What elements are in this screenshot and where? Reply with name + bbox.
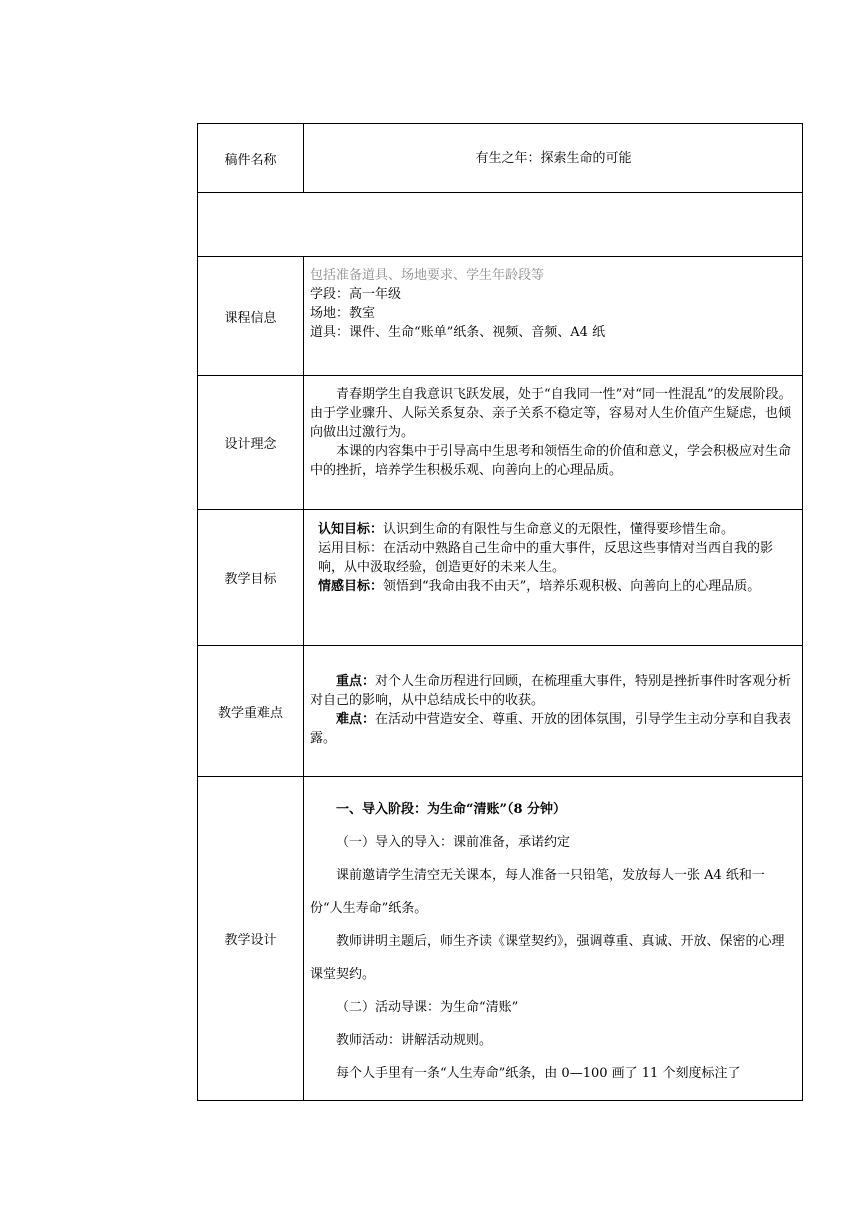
course-info-line: 场地：教室 [310, 306, 376, 321]
goal-cognitive [318, 520, 797, 539]
concept-paragraph: 青春期学生自我意识飞跃发展，处于“自我同一性”对“同一性混乱”的发展阶段。由于学业骤升、人际关系复杂、亲子关系不稳定等，容易对人生价值产生疑虑，也倾向做出过激行为。 [310, 387, 792, 440]
difficult-point-text: 在活动中营造安全、尊重、开放的团体氛围，引导学生主动分享和自我表露。 [310, 712, 792, 746]
key-points-content [304, 646, 802, 776]
empty-row [198, 193, 802, 257]
goal-emotional [318, 577, 797, 596]
key-point-head: 重点： [336, 674, 376, 689]
empty-cell [198, 193, 802, 256]
goal-cognitive-text: 认识到生命的有限性与生命意义的无限性，懂得要珍惜生命。 [383, 522, 735, 537]
course-info-row [198, 257, 802, 376]
course-info-hint: 包括准备道具、场地要求、学生年龄段等 [310, 268, 545, 283]
teaching-goals-label: 教学目标 [198, 510, 304, 645]
difficult-point-head: 难点： [336, 712, 376, 727]
course-info-content [304, 257, 802, 375]
design-concept-content [304, 376, 802, 509]
design-subheading: （一）导入的导入：课前准备，承诺约定 [336, 835, 571, 850]
course-info-label: 课程信息 [198, 257, 304, 375]
design-heading: 一、导入阶段：为生命“清账”（8 分钟） [336, 802, 567, 817]
teaching-design-row [198, 777, 802, 1100]
goal-emotional-head: 情感目标： [318, 579, 384, 594]
design-concept-row [198, 376, 802, 510]
concept-paragraph: 本课的内容集中于引导高中生思考和领悟生命的价值和意义，学会积极应对生命中的挫折，培养学生积极乐观、向善向上的心理品质。 [310, 444, 792, 478]
design-concept-label: 设计理念 [198, 376, 304, 509]
teaching-goals-content [304, 510, 802, 645]
design-subheading: （二）活动导课：为生命“清账” [336, 1000, 519, 1015]
course-info-line: 学段：高一年级 [310, 287, 402, 302]
design-paragraph: 教师讲明主题后，师生齐读《课堂契约》，强调尊重、真诚、开放、保密的心理课堂契约。 [310, 934, 785, 982]
goal-application: 运用目标：在活动中熟路自己生命中的重大事件，反思这些事情对当西自我的影响，从中汲取经验，创造更好的未来人生。 [318, 541, 774, 575]
title-label: 稿件名称 [198, 124, 304, 192]
goal-cognitive-head: 认知目标： [318, 522, 384, 537]
design-paragraph: 课前邀请学生清空无关课本，每人准备一只铅笔，发放每人一张 A4 纸和一份“人生寿命”纸条。 [310, 868, 765, 916]
teaching-design-content [304, 777, 802, 1100]
goal-emotional-text: 领悟到“我命由我不由天”，培养乐观积极、向善向上的心理品质。 [383, 579, 761, 594]
lesson-plan-table [197, 123, 803, 1101]
teaching-goals-row [198, 510, 802, 646]
key-point-text: 对个人生命历程进行回顾，在梳理重大事件，特别是挫折事件时客观分析对自己的影响，从中总结成长中的收获。 [310, 674, 792, 708]
key-points-row [198, 646, 802, 777]
design-paragraph: 教师活动：讲解活动规则。 [336, 1033, 493, 1048]
design-paragraph: 每个人手里有一条“人生寿命”纸条，由 0—100 画了 11 个刻度标注了 [336, 1066, 741, 1081]
course-info-line: 道具：课件、生命“账单”纸条、视频、音频、A4 纸 [310, 325, 606, 340]
teaching-design-label: 教学设计 [198, 777, 304, 1100]
key-points-label: 教学重难点 [198, 646, 304, 776]
title-row [198, 124, 802, 193]
key-point [310, 672, 797, 710]
title-value: 有生之年：探索生命的可能 [475, 150, 632, 166]
difficult-point [310, 710, 797, 748]
